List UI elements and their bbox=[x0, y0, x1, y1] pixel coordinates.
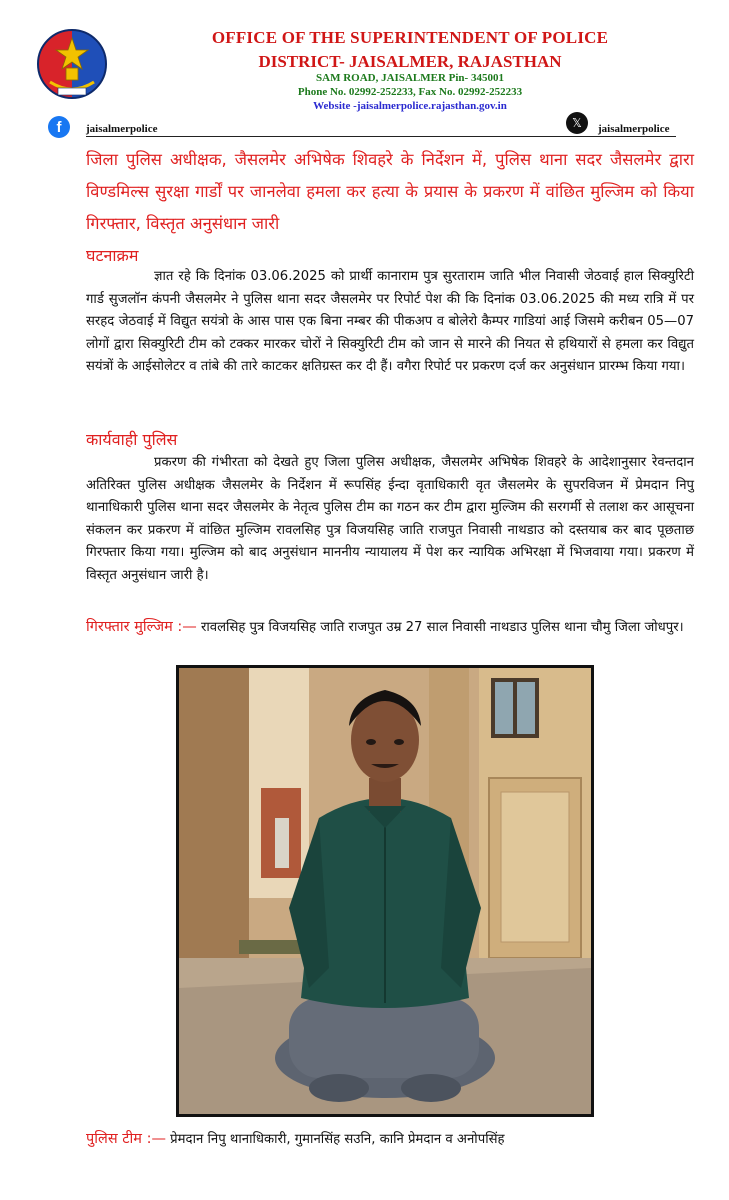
address-line: SAM ROAD, JAISALMER Pin- 345001 bbox=[316, 72, 504, 84]
x-icon[interactable]: 𝕏 bbox=[566, 112, 588, 134]
incident-heading: घटनाक्रम bbox=[86, 246, 139, 265]
facebook-icon[interactable]: f bbox=[48, 116, 70, 138]
phone-line: Phone No. 02992-252233, Fax No. 02992-252233 bbox=[297, 86, 523, 98]
action-paragraph bbox=[86, 452, 694, 588]
website-link[interactable]: Website -jaisalmerpolice.rajasthan.gov.in bbox=[313, 100, 507, 112]
police-team bbox=[86, 1128, 694, 1151]
district-title: DISTRICT- JAISALMER, RAJASTHAN bbox=[258, 52, 562, 71]
arrested-label: गिरफ्तार मुल्जिम :— bbox=[86, 619, 197, 635]
arrested-accused bbox=[86, 616, 694, 640]
team-members: प्रेमदान निपु थानाधिकारी, गुमानसिंह सउनि, कानि प्रेमदान व अनोपसिंह bbox=[170, 1132, 505, 1147]
facebook-handle[interactable]: jaisalmerpolice bbox=[86, 123, 158, 135]
incident-paragraph bbox=[86, 266, 694, 379]
police-emblem-icon bbox=[36, 26, 108, 108]
incident-text: ज्ञात रहे कि दिनांक 03.06.2025 को प्रार्थी कानाराम पुत्र सुरताराम जाति भील निवासी जेठवाई हाल सिक्युरिटी गार्ड सुजलॉन कंपनी जैसलमेर ने पुलिस थाना सदर जैसलमेर पर रिपोर्ट पेश की कि दिनांक 03.06.2025 की मध्य रात्रि में पर सरहद जेठवाई में विद्युत सयंत्रो के आस पास एक बिना नम्बर की पीकअप व बोलेरो कैम्पर गाडियां आई जिसमे करीबन 05—07 लोगों द्वारा सिक्युरिटी टीम को टक्कर मारकर चोरों ने सिक्युरिटी टीम को जान से मारने की नियत से हथियारों से हमला कर विद्युत सयंत्रों के आईसोलेटर व तांबे की तारे काटकर क्षतिग्रस्त कर दी हैं। वगैरा रिपोर्ट पर प्रकरण दर्ज कर अनुसंधान प्रारम्भ किया गया। bbox=[86, 269, 694, 375]
header-divider bbox=[86, 136, 676, 137]
action-heading: कार्यवाही पुलिस bbox=[86, 430, 178, 449]
arrested-details: रावलसिह पुत्र विजयसिह जाति राजपुत उम्र 27 साल निवासी नाथडाउ पुलिस थाना चौमु जिला जोधपुर। bbox=[200, 620, 684, 635]
office-title: OFFICE OF THE SUPERINTENDENT OF POLICE bbox=[211, 28, 609, 47]
accused-photo-illustration bbox=[179, 668, 591, 1114]
accused-photo bbox=[176, 665, 594, 1117]
letterhead bbox=[0, 0, 729, 120]
team-label: पुलिस टीम :— bbox=[86, 1131, 166, 1147]
x-handle[interactable]: jaisalmerpolice bbox=[598, 123, 670, 135]
action-text: प्रकरण की गंभीरता को देखते हुए जिला पुलिस अधीक्षक, जैसलमेर अभिषेक शिवहरे के आदेशानुसार रेवन्तदान अतिरिक्त पुलिस अधीक्षक जैसलमेर के निर्देशन में रूपसिंह ईन्दा वृताधिकारी वृत जैसलमेर के सुपरविजन में प्रेमदान निपु थानाधिकारी पुलिस थाना सदर जैसलमेर के नेतृत्व पुलिस टीम का गठन कर टीम द्वारा मुल्जिम की सरगर्मी से तलाश कर आसूचना संकलन कर प्रकरण में वांछित मुल्जिम रावलसिह पुत्र विजयसिह जाति राजपुत निवासी नाथडाउ को दस्तयाब कर बाद पूछताछ गिरफ्तार किया गया। मुल्जिम को बाद अनुसंधान माननीय न्यायालय में पेश कर न्यायिक अभिरक्षा में भिजवाया गया। प्रकरण में विस्तृत अनुसंधान जारी है। bbox=[86, 455, 694, 583]
press-headline: जिला पुलिस अधीक्षक, जैसलमेर अभिषेक शिवहरे के निर्देशन में, पुलिस थाना सदर जैसलमेर द्वारा विण्डमिल्स सुरक्षा गार्डों पर जानलेवा हमला कर हत्या के प्रयास के प्रकरण में वांछित मुल्जिम को किया गिरफ्तार, विस्तृत अनुसंधान जारी bbox=[86, 150, 694, 233]
